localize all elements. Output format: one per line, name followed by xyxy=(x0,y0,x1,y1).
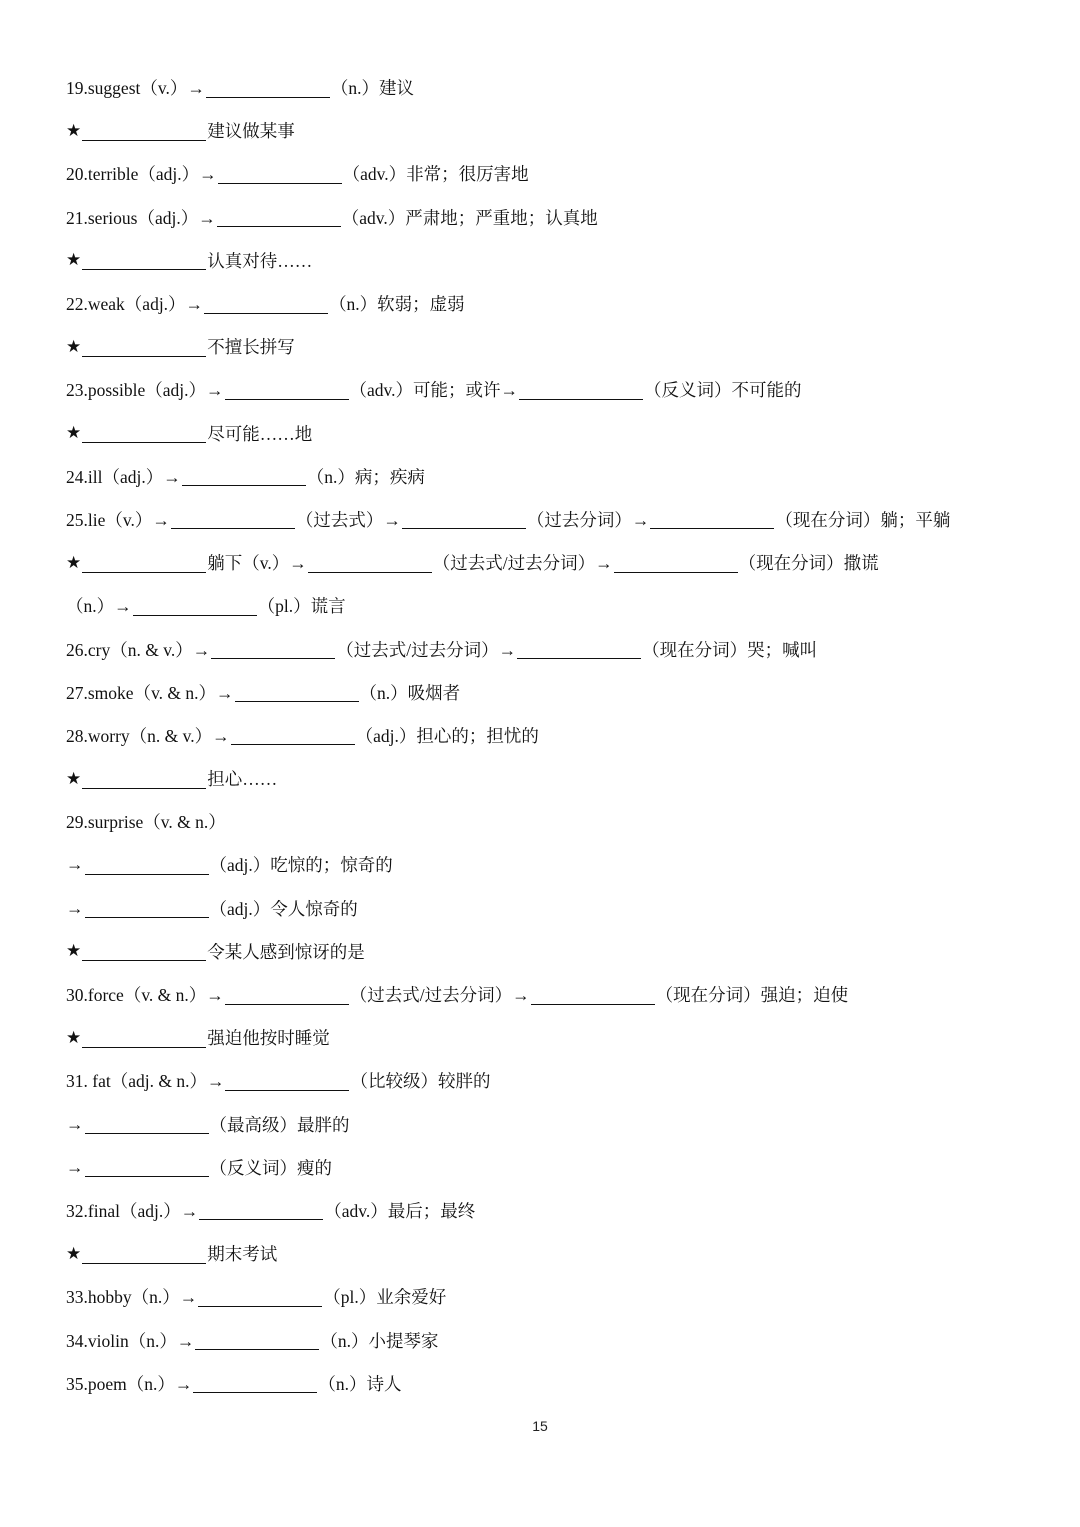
star-icon: ★ xyxy=(66,423,82,444)
line-text: （n.）病；疾病 xyxy=(306,466,425,487)
line-text: （最高级）最胖的 xyxy=(209,1114,350,1135)
star-icon: ★ xyxy=(66,1027,82,1048)
star-icon: ★ xyxy=(66,120,82,141)
line-text: （反义词）瘦的 xyxy=(209,1157,332,1178)
line-text: （过去式）→ xyxy=(295,509,401,530)
answer-blank[interactable] xyxy=(82,1028,206,1048)
exercise-line xyxy=(66,584,1016,627)
line-text: → xyxy=(66,1156,84,1177)
exercise-line xyxy=(66,887,1016,930)
exercise-line xyxy=(66,627,1016,670)
line-text: 30.force（v. & n.）→ xyxy=(66,985,224,1006)
line-text: （现在分词）哭；喊叫 xyxy=(642,639,818,660)
exercise-line xyxy=(66,368,1016,411)
line-text: 26.cry（n. & v.）→ xyxy=(66,639,211,660)
answer-blank[interactable] xyxy=(198,1287,322,1307)
answer-blank[interactable] xyxy=(171,509,295,529)
exercise-line xyxy=(66,152,1016,195)
line-text: 担心…… xyxy=(207,769,278,790)
answer-blank[interactable] xyxy=(82,423,206,443)
answer-blank[interactable] xyxy=(82,250,206,270)
line-text: （adj.）担心的；担忧的 xyxy=(355,725,539,746)
line-text: 29.surprise（v. & n.） xyxy=(66,812,226,833)
exercise-line xyxy=(66,282,1016,325)
answer-blank[interactable] xyxy=(517,639,641,659)
exercise-line xyxy=(66,1318,1016,1361)
exercise-line xyxy=(66,541,1016,584)
exercise-line xyxy=(66,843,1016,886)
answer-blank[interactable] xyxy=(206,78,330,98)
exercise-line xyxy=(66,325,1016,368)
answer-blank[interactable] xyxy=(402,509,526,529)
star-icon: ★ xyxy=(66,552,82,573)
line-text: （现在分词）强迫；迫使 xyxy=(655,985,849,1006)
exercise-line xyxy=(66,671,1016,714)
line-text: → xyxy=(66,854,84,875)
line-text: 20.terrible（adj.）→ xyxy=(66,164,217,185)
answer-blank[interactable] xyxy=(195,1330,319,1350)
exercise-line xyxy=(66,714,1016,757)
exercise-line xyxy=(66,1059,1016,1102)
line-text: → xyxy=(66,1113,84,1134)
line-text: 27.smoke（v. & n.）→ xyxy=(66,682,234,703)
answer-blank[interactable] xyxy=(85,855,209,875)
star-icon: ★ xyxy=(66,1243,82,1264)
line-text: 期末考试 xyxy=(207,1244,278,1265)
star-icon: ★ xyxy=(66,250,82,271)
line-text: 19.suggest（v.）→ xyxy=(66,78,205,99)
page-number: 15 xyxy=(532,1418,548,1434)
line-text: （n.）→ xyxy=(66,596,132,617)
line-text: （pl.）业余爱好 xyxy=(323,1287,447,1308)
line-text: 认真对待…… xyxy=(207,250,313,271)
answer-blank[interactable] xyxy=(82,121,206,141)
exercise-line xyxy=(66,1189,1016,1232)
line-text: 建议做某事 xyxy=(207,121,295,142)
line-text: 28.worry（n. & v.）→ xyxy=(66,725,230,746)
line-text: （pl.）谎言 xyxy=(257,596,346,617)
answer-blank[interactable] xyxy=(225,380,349,400)
line-text: 23.possible（adj.）→ xyxy=(66,380,224,401)
line-text: 32.final（adj.）→ xyxy=(66,1200,199,1221)
line-text: （adj.）令人惊奇的 xyxy=(209,898,358,919)
line-text: （n.）诗人 xyxy=(318,1373,402,1394)
answer-blank[interactable] xyxy=(225,1071,349,1091)
answer-blank[interactable] xyxy=(225,985,349,1005)
answer-blank[interactable] xyxy=(85,1157,209,1177)
answer-blank[interactable] xyxy=(231,725,355,745)
exercise-line xyxy=(66,109,1016,152)
answer-blank[interactable] xyxy=(82,769,206,789)
worksheet-body xyxy=(66,66,1016,1405)
exercise-line xyxy=(66,1275,1016,1318)
answer-blank[interactable] xyxy=(650,509,774,529)
answer-blank[interactable] xyxy=(519,380,643,400)
exercise-line xyxy=(66,498,1016,541)
exercise-line xyxy=(66,757,1016,800)
line-text: 25.lie（v.）→ xyxy=(66,509,170,530)
line-text: 21.serious（adj.）→ xyxy=(66,207,216,228)
line-text: （adj.）吃惊的；惊奇的 xyxy=(209,855,393,876)
answer-blank[interactable] xyxy=(531,985,655,1005)
star-icon: ★ xyxy=(66,941,82,962)
exercise-line xyxy=(66,1103,1016,1146)
line-text: （反义词）不可能的 xyxy=(644,380,802,401)
exercise-line xyxy=(66,412,1016,455)
exercise-line xyxy=(66,1232,1016,1275)
exercise-line xyxy=(66,239,1016,282)
line-text: 35.poem（n.）→ xyxy=(66,1373,193,1394)
answer-blank[interactable] xyxy=(218,164,342,184)
line-text: （n.）建议 xyxy=(330,78,414,99)
line-text: （adv.）非常；很厉害地 xyxy=(342,164,529,185)
line-text: 31. fat（adj. & n.）→ xyxy=(66,1071,225,1092)
line-text: （n.）软弱；虚弱 xyxy=(329,294,465,315)
line-text: （adv.）可能；或许→ xyxy=(349,380,519,401)
answer-blank[interactable] xyxy=(182,466,306,486)
line-text: （过去分词）→ xyxy=(526,509,650,530)
answer-blank[interactable] xyxy=(204,294,328,314)
line-text: （n.）吸烟者 xyxy=(359,682,461,703)
answer-blank[interactable] xyxy=(82,941,206,961)
answer-blank[interactable] xyxy=(235,682,359,702)
answer-blank[interactable] xyxy=(85,898,209,918)
answer-blank[interactable] xyxy=(193,1373,317,1393)
line-text: （过去式/过去分词）→ xyxy=(432,553,613,574)
answer-blank[interactable] xyxy=(82,337,206,357)
answer-blank[interactable] xyxy=(133,596,257,616)
exercise-line xyxy=(66,66,1016,109)
line-text: 33.hobby（n.）→ xyxy=(66,1287,198,1308)
line-text: 34.violin（n.）→ xyxy=(66,1330,195,1351)
answer-blank[interactable] xyxy=(614,553,738,573)
exercise-line xyxy=(66,973,1016,1016)
answer-blank[interactable] xyxy=(308,553,432,573)
line-text: （adv.）严肃地；严重地；认真地 xyxy=(341,207,598,228)
line-text: 22.weak（adj.）→ xyxy=(66,294,204,315)
answer-blank[interactable] xyxy=(217,207,341,227)
star-icon: ★ xyxy=(66,336,82,357)
line-text: 尽可能……地 xyxy=(207,423,313,444)
line-text: 不擅长拼写 xyxy=(207,337,295,358)
exercise-line xyxy=(66,1362,1016,1405)
exercise-line xyxy=(66,455,1016,498)
line-text: （过去式/过去分词）→ xyxy=(336,639,517,660)
line-text: （过去式/过去分词）→ xyxy=(349,985,530,1006)
line-text: （n.）小提琴家 xyxy=(320,1330,439,1351)
exercise-line xyxy=(66,196,1016,239)
line-text: 躺下（v.）→ xyxy=(207,553,307,574)
exercise-line xyxy=(66,930,1016,973)
star-icon: ★ xyxy=(66,768,82,789)
exercise-line xyxy=(66,800,1016,843)
line-text: 强迫他按时睡觉 xyxy=(207,1028,330,1049)
exercise-line xyxy=(66,1146,1016,1189)
answer-blank[interactable] xyxy=(85,1114,209,1134)
line-text: 令某人感到惊讶的是 xyxy=(207,941,365,962)
line-text: → xyxy=(66,897,84,918)
answer-blank[interactable] xyxy=(82,1244,206,1264)
line-text: （adv.）最后；最终 xyxy=(324,1200,476,1221)
answer-blank[interactable] xyxy=(211,639,335,659)
line-text: （现在分词）撒谎 xyxy=(738,553,879,574)
line-text: （现在分词）躺；平躺 xyxy=(775,509,951,530)
answer-blank[interactable] xyxy=(199,1200,323,1220)
answer-blank[interactable] xyxy=(82,553,206,573)
line-text: （比较级）较胖的 xyxy=(350,1071,491,1092)
line-text: 24.ill（adj.）→ xyxy=(66,466,181,487)
exercise-line xyxy=(66,1016,1016,1059)
